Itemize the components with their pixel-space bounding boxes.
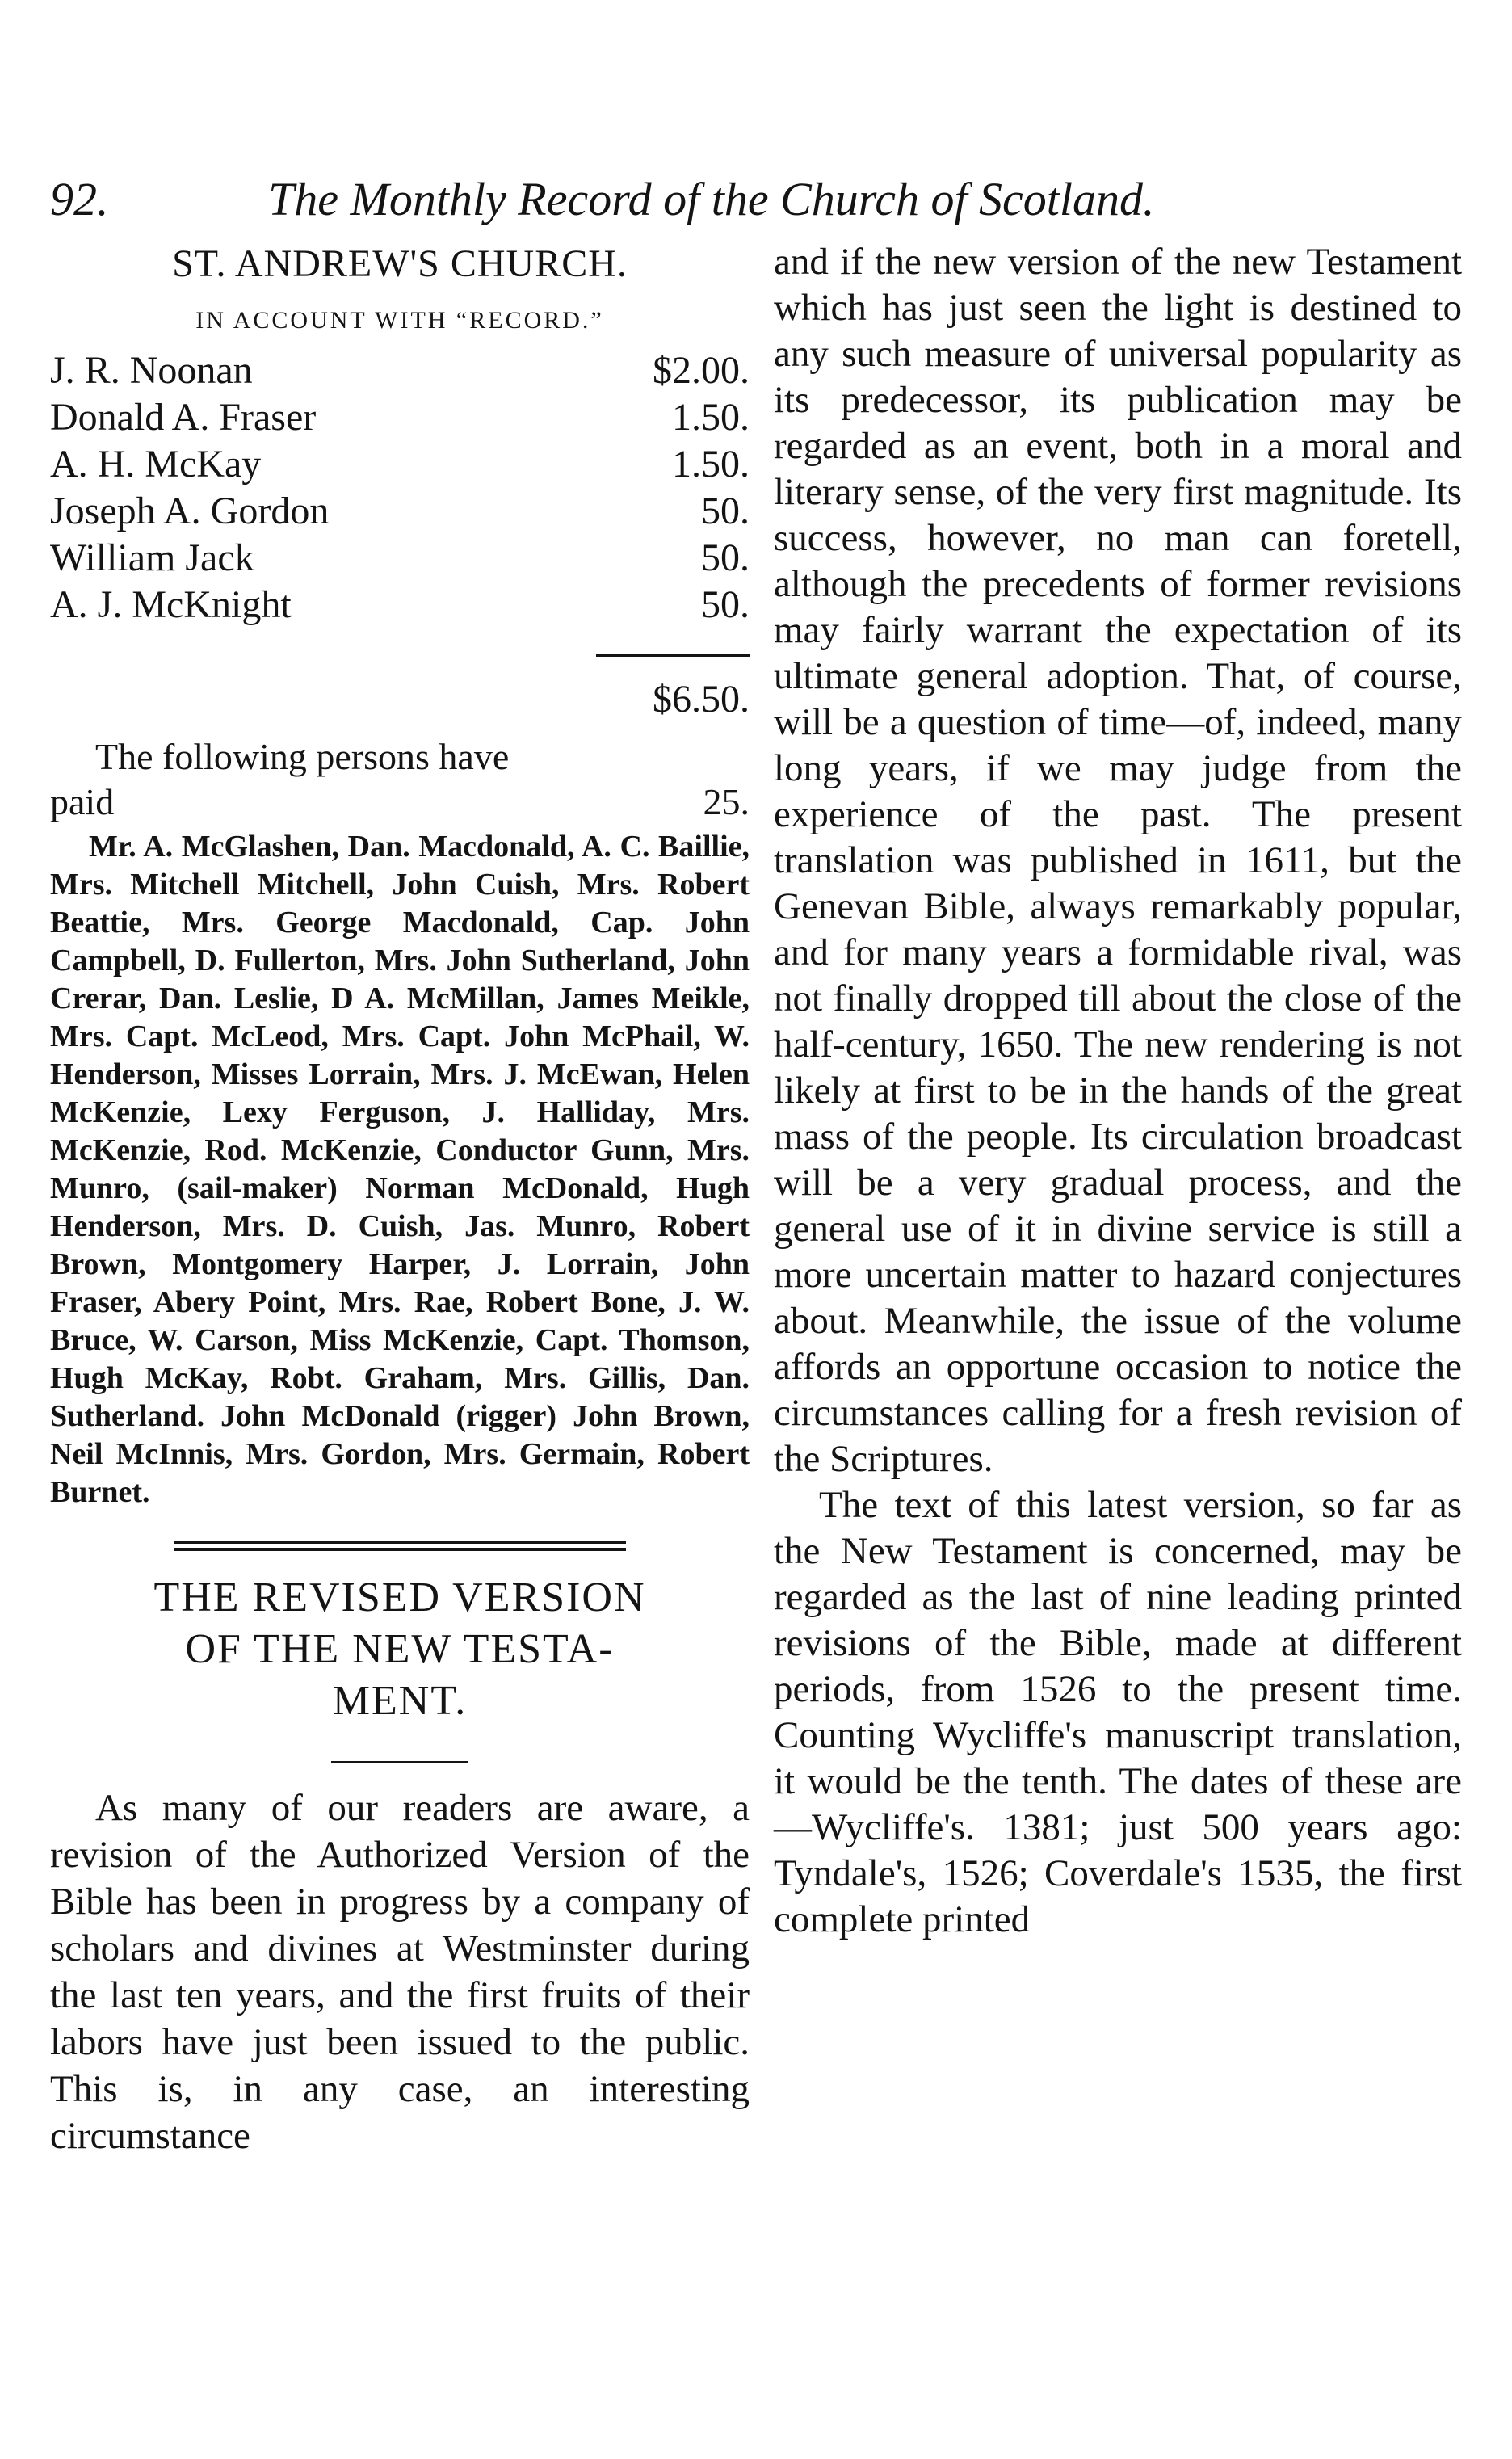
account-entry-name: A. J. McKnight [50, 583, 292, 626]
article-paragraph: The text of this latest version, so far as the New Testament is concerned, may be regarded as the last of nine leading printed revisions of the Bible, made at different periods, from 1526 to the present time. Counting Wycliffe's manuscript translation, it would be the tenth. The dates of these are—Wycliffe's. 1381; just 500 years ago: Tyndale's, 1526; Coverdale's 1535, the first complete printed [774, 1484, 1462, 1940]
running-header [50, 171, 1310, 228]
account-entry [50, 488, 750, 535]
paid-row [50, 780, 750, 825]
account-entry-amount: 1.50. [672, 396, 750, 439]
article-title-line: MENT. [332, 1678, 468, 1724]
article-paragraph: As many of our readers are aware, a revision of the Authorized Version of the Bible has been in progress by a company of scholars and divines at Westminster during the last ten years, and the first fruits of their labors have just been issued to the public. This is, in any case, an interesting circumstance [50, 1787, 750, 2157]
section-divider [174, 1541, 626, 1551]
paid-intro-text: The following persons have [95, 736, 510, 777]
account-subtitle: IN ACCOUNT WITH “RECORD.” [195, 307, 604, 334]
total-divider [596, 654, 750, 657]
account-entry-name: A. H. McKay [50, 443, 262, 485]
account-entry-amount: 50. [701, 490, 750, 532]
article-paragraph-continued: and if the new version of the new Testament which has just seen the light is destined to any such measure of universal popularity as its predecessor, its publication may be regarded as an event, both in a moral and literary sense, of the very first magnitude. Its success, however, no man can foretell, although the precedents of former revisions may fairly warrant the expectation of its ultimate general adoption. That, of course, will be a question of time—of, indeed, many long years, if we may judge from the experience of the past. The present translation was published in 1611, but the Genevan Bible, always remarkably popular, and for many years a formidable rival, was not finally dropped till about the close of the half-century, 1650. The new rendering is not likely at first to be in the hands of the great mass of the people. Its circulation broadcast will be a very gradual process, and the general use of it in divine service is still a more uncertain matter to hazard conjectures about. Meanwhile, the issue of the volume affords an opportune occasion to notice the circumstances calling for a fresh revision of the Scriptures. [774, 241, 1462, 1480]
account-entry [50, 394, 750, 441]
paid-amount: 25. [703, 781, 750, 822]
title-divider [331, 1761, 468, 1763]
left-column [50, 239, 750, 2459]
account-entry [50, 535, 750, 582]
account-total: $6.50. [653, 678, 750, 721]
journal-title: The Monthly Record of the Church of Scotland. [268, 173, 1155, 225]
account-entry-amount: $2.00. [653, 349, 750, 392]
account-list [50, 347, 750, 628]
account-entry [50, 582, 750, 628]
account-entry-name: Joseph A. Gordon [50, 490, 330, 532]
account-entry-name: J. R. Noonan [50, 349, 253, 392]
article-title-line: THE REVISED VERSION [153, 1574, 646, 1620]
right-column [774, 239, 1462, 2459]
paid-intro [50, 734, 750, 780]
account-entry-amount: 50. [701, 583, 750, 626]
account-entry-name: Donald A. Fraser [50, 396, 317, 439]
account-entry [50, 441, 750, 488]
account-title: ST. ANDREW'S CHURCH. [172, 242, 628, 285]
account-entry [50, 347, 750, 394]
account-entry-name: William Jack [50, 536, 254, 579]
article-title [50, 1572, 750, 1727]
paid-word: paid [50, 781, 115, 822]
account-entry-amount: 50. [701, 536, 750, 579]
article-title-line: OF THE NEW TESTA- [185, 1626, 615, 1672]
account-entry-amount: 1.50. [672, 443, 750, 485]
subscriber-names: Mr. A. McGlashen, Dan. Macdonald, A. C. Baillie, Mrs. Mitchell Mitchell, John Cuish, Mrs. Robert Beattie, Mrs. George Macdonald, Cap. John Campbell, D. Fullerton, Mrs. John Sutherland, John Crerar, Dan. Leslie, D A. McMillan, James Meikle, Mrs. Capt. McLeod, Mrs. Capt. John McPhail, W. Henderson, Misses Lorrain, Mrs. J. McEwan, Helen McKenzie, Lexy Ferguson, J. Halliday, Mrs. McKenzie, Rod. McKenzie, Conductor Gunn, Mrs. Munro, (sail-maker) Norman McDonald, Hugh Henderson, Mrs. D. Cuish, Jas. Munro, Robert Brown, Montgomery Harper, J. Lorrain, John Fraser, Abery Point, Mrs. Rae, Robert Bone, J. W. Bruce, W. Carson, Miss McKenzie, Capt. Thomson, Hugh McKay, Robt. Graham, Mrs. Gillis, Dan. Sutherland. John McDonald (rigger) John Brown, Neil McInnis, Mrs. Gordon, Mrs. Germain, Robert Burnet. [50, 830, 750, 1509]
page-number: 92. [50, 173, 109, 225]
